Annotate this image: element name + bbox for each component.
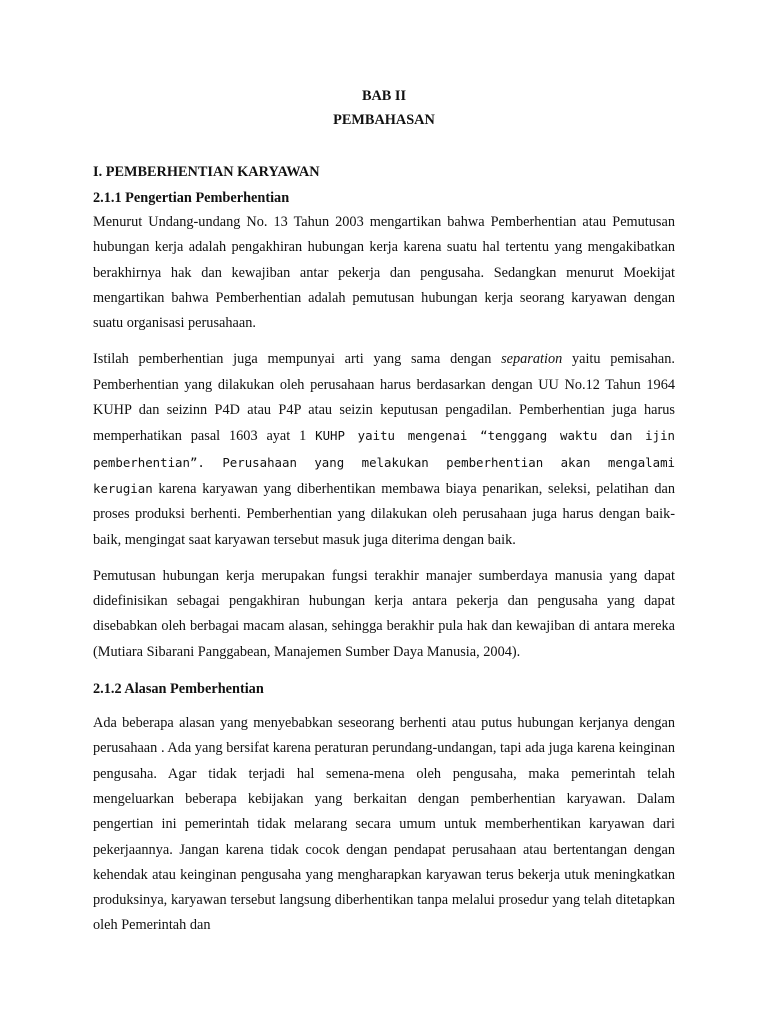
subsection-heading-alasan: 2.1.2 Alasan Pemberhentian [93, 681, 264, 698]
page-content [93, 86, 675, 939]
section-heading: I. PEMBERHENTIAN KARYAWAN [93, 164, 320, 180]
subsection-heading-pengertian: 2.1.1 Pengertian Pemberhentian [93, 190, 290, 206]
paragraph-separation [93, 347, 675, 552]
separation-term: separation [501, 351, 563, 368]
chapter-title: BAB II [361, 88, 407, 104]
paragraph-separation-mono-part: KUHP yaitu mengenai “tenggang waktu dan ijin pemberhentian”. Perusahaan yang melakukan pemberhentian akan mengalami kerugian [93, 428, 675, 496]
paragraph-separation-part-a: Istilah pemberhentian juga mempunyai arti yang sama dengan [93, 351, 502, 368]
paragraph-termination-function: Pemutusan hubungan kerja merupakan fungsi terakhir manajer sumberdaya manusia yang dapat didefinisikan sebagai pengakhiran hubungan kerja antara pekerja dan pengusaha yang dapat disebabkan oleh berbagai macam alasan, sehingga berakhir pula hak dan kewajiban di antara mereka (Mutiara Sibarani Panggabean, Manajemen Sumber Daya Manusia, 2004). [93, 567, 675, 660]
chapter-subtitle: PEMBAHASAN [333, 112, 435, 128]
paragraph-reasons: Ada beberapa alasan yang menyebabkan seseorang berhenti atau putus hubungan kerjanya dengan perusahaan . Ada yang bersifat karena peraturan perundang-undangan, tapi ada juga karena keinginan pengusaha. Agar tidak terjadi hal semena-mena oleh pengusaha, maka pemerintah telah mengeluarkan beberapa kebijakan yang berkaitan dengan pemberhentian karyawan. Dalam pengertian ini pemerintah tidak melarang secara umum untuk memberhentikan karyawan dari pekerjaannya. Jangan karena tidak cocok dengan pendapat perusahaan atau bertentangan dengan kehendak atau keinginan pengusaha yang mengharapkan karyawan terus bekerja utuk meningkatkan produksinya, karyawan tersebut langsung diberhentikan tanpa melalui prosedur yang telah ditetapkan oleh Pemerintah dan [93, 715, 675, 934]
paragraph-separation-part-c: karena karyawan yang diberhentikan membawa biaya penarikan, seleksi, pelatihan dan proses produksi berhenti. Pemberhentian yang dilakukan oleh perusahaan juga harus dengan baik-baik, mengingat saat karyawan tersebut masuk juga diterima dengan baik. [93, 480, 675, 548]
paragraph-separation-part-b: yaitu pemisahan. Pemberhentian yang dilakukan oleh perusahaan harus berdasarkan dengan UU No.12 Tahun 1964 KUHP dan seizinn P4D atau P4P atau seizin keputusan pengadilan. Pemberhentian juga harus memperhatikan pasal 1603 ayat 1 [93, 351, 675, 445]
paragraph-definition: Menurut Undang-undang No. 13 Tahun 2003 mengartikan bahwa Pemberhentian atau Pemutusan hubungan kerja adalah pengakhiran hubungan kerja karena suatu hal tertentu yang mengakibatkan berakhirnya hak dan kewajiban antar pekerja dan pengusaha. Sedangkan menurut Moekijat mengartikan bahwa Pemberhentian adalah pemutusan hubungan kerja seorang karyawan dengan suatu organisasi perusahaan. [93, 214, 675, 332]
